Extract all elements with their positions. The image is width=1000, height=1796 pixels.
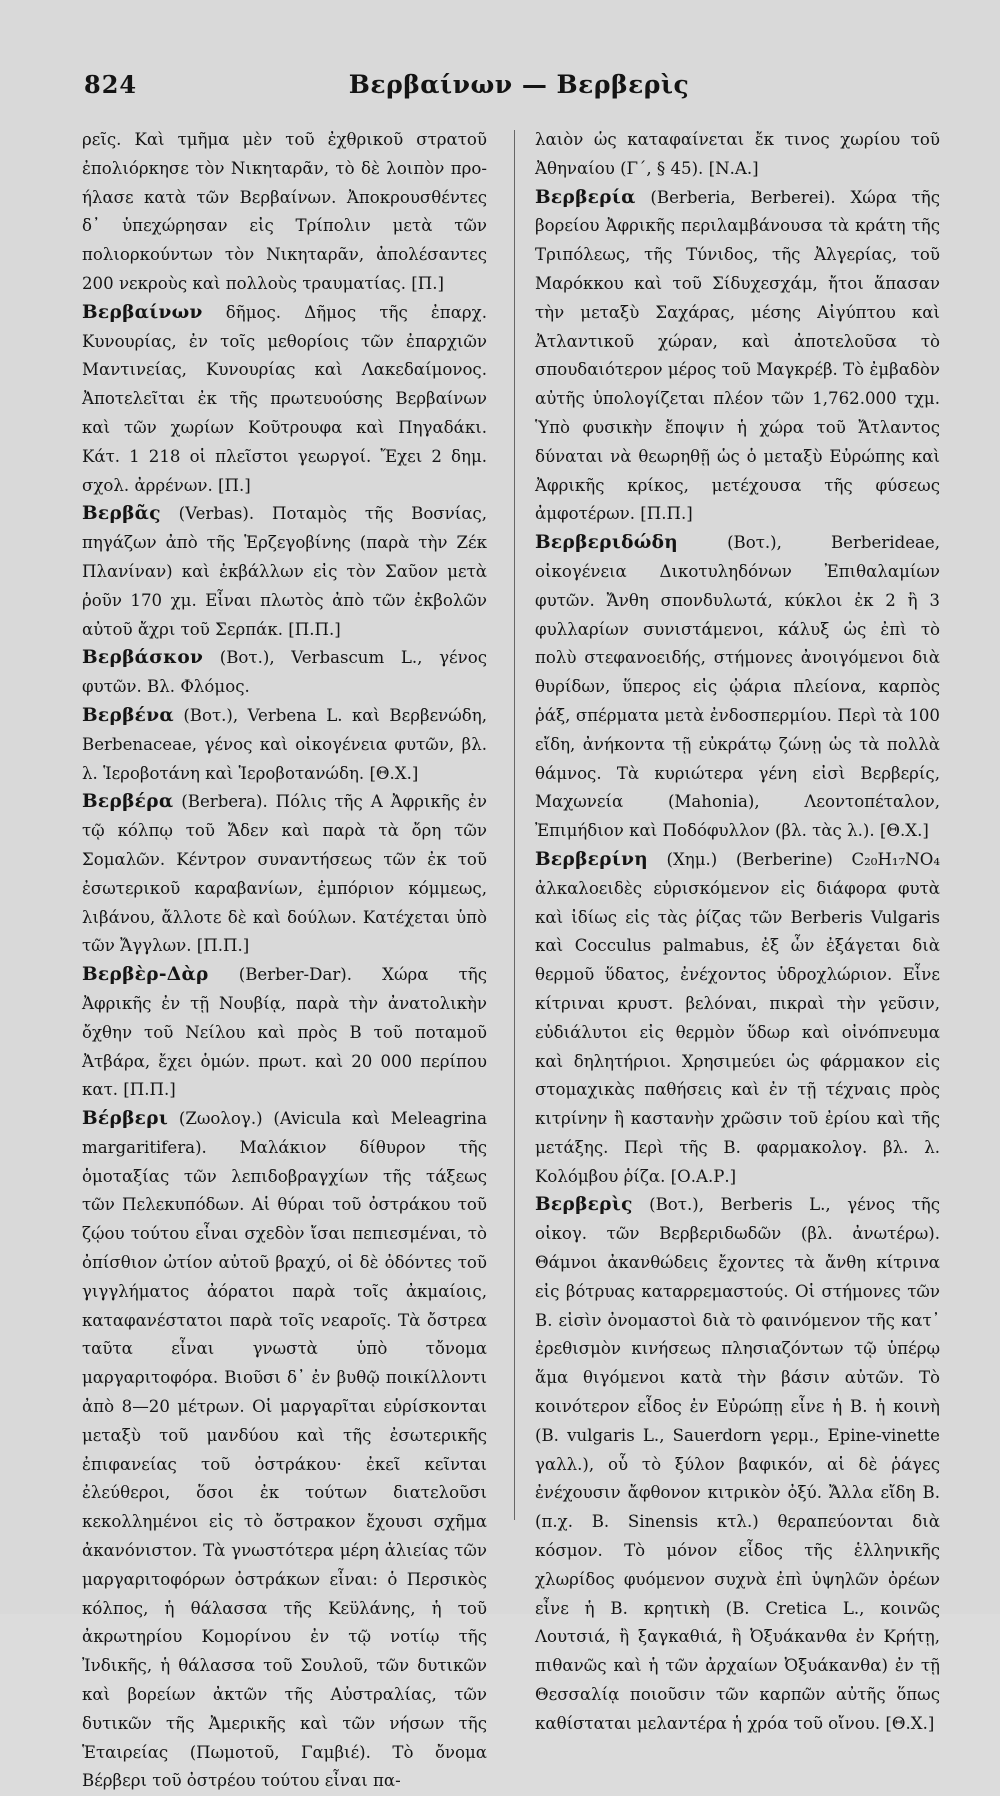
- entry-berberidodi: [535, 529, 940, 846]
- entry-berberini: [535, 846, 940, 1192]
- entry-text: (Ζωολογ.) (Avicula καὶ Meleagrina margaritifera). Μαλάκιον δίθυρον τῆς ὁμοταξίας τῶν λεπιδοβραγχίων τῆς τάξεως τῶν Πελεκυπόδων. Αἱ θύραι τοῦ ὀστράκου τοῦ ζῴου τούτου εἶναι σχεδὸν ἴσαι πεπιεσμέναι, τὸ ὀπίσθιον ὠτίον αὐτοῦ βραχύ, οἱ δὲ ὀδόντες τοῦ γιγγλήματος ἀόρατοι παρὰ τοῖς ἀκμαίοις, καταφανέστατοι παρὰ τοῖς νεαροῖς. Τὰ ὄστρεα ταῦτα εἶναι γνωστὰ ὑπὸ τὄνομα μαργαριτοφόρα. Βιοῦσι δ᾽ ἐν βυθῷ ποικίλλοντι ἀπὸ 8—20 μέτρων. Οἱ μαργαρῖται εὑρίσκονται μεταξὺ τοῦ μανδύου καὶ τῆς ἐσωτερικῆς ἐπιφανείας τοῦ ὀστράκου· ἐκεῖ κεῖνται ἐλεύθεροι, ὅσοι ἐκ τούτων διατελοῦσι κεκολλημένοι εἰς τὸ ὄστρακον ἔχουσι σχῆμα ἀκανόνιστον. Τὰ γνωστότερα μέρη ἁλιείας τῶν μαργαριτοφόρων ὀστράκων εἶναι: ὁ Περσικὸς κόλπος, ἡ θάλασσα τῆς Κεϋλάνης, ἡ τοῦ ἀκρωτηρίου Κομορίνου ἐν τῷ νοτίῳ τῆς Ἰνδικῆς, ἡ θάλασσα τοῦ Σουλοῦ, τῶν δυτικῶν καὶ βορείων ἀκτῶν τῆς Αὐστραλίας, τῶν δυτικῶν τῆς Ἀμερικῆς καὶ τῶν νήσων τῆς Ἑταιρείας (Πωμοτοῦ, Γαμβιέ). Τὸ ὄνομα Βέρβερι τοῦ ὀστρέου τούτου εἶναι πα-: [82, 1109, 487, 1791]
- entry-headword: Βερβὲρ-Δὰρ: [82, 964, 209, 986]
- entry-verbas: [82, 500, 487, 644]
- entry-verbena: [82, 702, 487, 788]
- continuation-text: ρεῖς. Καὶ τμῆμα μὲν τοῦ ἐχθρικοῦ στρατοῦ ἐπολιόρκησε τὸν Νικηταρᾶν, τὸ δὲ λοιπὸν προ-ήλασε κατὰ τῶν Βερβαίνων. Ἀποκρουσθέντες δ᾽ ὑπεχώρησαν εἰς Τρίπολιν μετὰ τῶν πολιορκούντων τὸν Νικηταρᾶν, ἀπολέσαντες 200 νεκροὺς καὶ πολλοὺς τραυματίας. [Π.]: [82, 130, 487, 293]
- entry-headword: Βερβερὶς: [535, 1194, 633, 1216]
- entry-text: (Βοτ.), Berberis L., γένος τῆς οἰκογ. τῶν Βερβεριδωδῶν (βλ. ἀνωτέρω). Θάμνοι ἀκανθώδεις ἔχοντες τὰ ἄνθη κίτρινα εἰς βότρυας καταρρεμαστούς. Οἱ στήμονες τῶν Β. εἰσὶν ὀνομαστοὶ διὰ τὸ φαινόμενον τῆς κατ᾽ ἐρεθισμὸν κινήσεως πλησιαζόντων τῷ ὑπέρῳ ἅμα θιγόμενοι κατὰ τὴν βάσιν αὐτῶν. Τὸ κοινότερον εἶδος ἐν Εὐρώπῃ εἶνε ἡ Β. ἡ κοινὴ (Β. vulgaris L., Sauerdorn γερμ., Epine-vinette γαλλ.), οὗ τὸ ξύλον βαφικόν, αἱ δὲ ῥάγες ἐνέχουσιν ἄφθονον κιτρικὸν ὀξύ. Ἄλλα εἴδη Β. (π.χ. Β. Sinensis κτλ.) θεραπεύονται διὰ κόσμον. Τὸ μόνον εἶδος τῆς ἑλληνικῆς χλωρίδος φυόμενον συχνὰ ἐπὶ ὑψηλῶν ὀρέων εἶνε ἡ Β. κρητικὴ (Β. Cretica L., κοινῶς Λουτσιά, ἢ ξαγκαθιά, ἢ Ὀξυάκανθα ἐν Κρήτῃ, πιθανῶς καὶ ἡ τῶν ἀρχαίων Ὀξυάκανθα) ἐν τῇ Θεσσαλίᾳ ποιοῦσιν τῶν καρπῶν αὐτῆς ὅπως καθίσταται μελαντέρα ἡ χρόα τοῦ οἴνου. [Θ.Χ.]: [535, 1195, 940, 1733]
- running-title: Βερβαίνων — Βερβερὶς: [348, 70, 690, 99]
- entry-text: (Χημ.) (Berberine) C₂₀H₁₇NO₄ ἀλκαλοειδὲς εὑρισκόμενον εἰς διάφορα φυτὰ καὶ ἰδίως εἰς τὰς ῥίζας τῶν Berberis Vulgaris καὶ Cocculus palmabus, ἐξ ὧν ἐξάγεται διὰ θερμοῦ ὕδατος, ἐνέχοντος ὑδροχλώριον. Εἶνε κίτριναι κρυστ. βελόναι, πικραὶ τὴν γεῦσιν, εὐδιάλυτοι εἰς θερμὸν ὕδωρ καὶ οἰνόπνευμα καὶ δηλητήριοι. Χρησιμεύει ὡς φάρμακον εἰς στομαχικὰς παθήσεις καὶ ἐν τῇ τέχναις πρὸς κιτρίνην ἢ καστανὴν χρῶσιν τοῦ ἐρίου καὶ τῆς μετάξης. Περὶ τῆς Β. φαρμακολογ. βλ. λ. Κολόμβου ῥίζα. [Ο.Α.Ρ.]: [535, 849, 940, 1186]
- entry-headword: Βερβέρα: [82, 791, 174, 813]
- entry-text: (Βοτ.), Verbascum L., γένος φυτῶν. Βλ. Φλόμος.: [82, 648, 487, 697]
- page-number: 824: [84, 70, 138, 99]
- entry-berbera: [82, 788, 487, 961]
- entry-berberi: [82, 1105, 487, 1796]
- entry-headword: Βερβένα: [82, 704, 174, 726]
- entry-headword: Βερβερίνη: [535, 848, 648, 870]
- entry-berberia: [535, 184, 940, 530]
- right-column: [535, 126, 940, 1739]
- entry-verbaskon: [82, 644, 487, 702]
- left-column: [82, 126, 487, 1796]
- entry-verbainon: [82, 299, 487, 501]
- entry-text: (Berberia, Berberei). Χώρα τῆς βορείου Ἀφρικῆς περιλαμβάνουσα τὰ κράτη τῆς Τριπόλεως, τῆς Τύνιδος, τῆς Ἀλγερίας, τοῦ Μαρόκκου καὶ τοῦ Σίδυχεσχάμ, ἤτοι ἅπασαν τὴν μεταξὺ Σαχάρας, μέσης Αἰγύπτου καὶ Ἀτλαντικοῦ χώραν, καὶ ἀποτελοῦσα τὸ σπουδαιότερον μέρος τοῦ Μαγκρέβ. Τὸ ἐμβαδὸν αὐτῆς ὑπολογίζεται πλέον τῶν 1,762.000 τχμ. Ὑπὸ φυσικὴν ἔποψιν ἡ χώρα τοῦ Ἄτλαντος δύναται νὰ θεωρηθῇ ὡς ὁ μεταξὺ Εὐρώπης καὶ Ἀφρικῆς κρίκος, μετέχουσα τῆς φύσεως ἀμφοτέρων. [Π.Π.]: [535, 187, 941, 524]
- entry-headword: Βέρβερι: [82, 1108, 169, 1130]
- entry-headword: Βερβάσκον: [82, 647, 204, 669]
- entry-headword: Βερβᾶς: [82, 503, 161, 525]
- entry-text: (Βοτ.), Berberideae, οἰκογένεια Δικοτυληδόνων Ἐπιθαλαμίων φυτῶν. Ἄνθη σπονδυλωτά, κύκλοι ἐκ 2 ἢ 3 φυλλαρίων συνιστάμενοι, κάλυξ ὡς ἐπὶ τὸ πολὺ στεφανοειδής, στήμονες ἀνοιγόμενοι διὰ θυρίδων, ὕπερος εἰς ᾠάρια πλείονα, καρπὸς ῥάξ, σπέρματα μετὰ ἐνδοσπερμίου. Περὶ τὰ 100 εἴδη, ἀνήκοντα τῇ εὐκράτῳ ζώνῃ ὡς τὰ πολλὰ θάμνος. Τὰ κυριώτερα γένη εἰσὶ Βερβερίς, Μαχωνεία (Mahonia), Λεοντοπέταλον, Ἐπιμήδιον καὶ Ποδόφυλλον (βλ. τὰς λ.). [Θ.Χ.]: [535, 533, 940, 841]
- entry-berberis: [535, 1191, 940, 1738]
- continuation-text: λαιὸν ὡς καταφαίνεται ἔκ τινος χωρίου τοῦ Ἀθηναίου (Γ´, § 45). [Ν.Α.]: [535, 130, 940, 178]
- entry-headword: Βερβεριδώδη: [535, 532, 679, 554]
- entry-berber-dar: [82, 961, 487, 1105]
- entry-text: (Βοτ.), Verbena L. καὶ Βερβενώδη, Berbenaceae, γένος καὶ οἰκογένεια φυτῶν, βλ. λ. Ἱεροβοτάνη καὶ Ἱεροβοτανώδη. [Θ.Χ.]: [82, 705, 487, 783]
- entry-headword: Βερβαίνων: [82, 301, 203, 323]
- column-divider: [514, 130, 515, 1520]
- entry-text: (Berber-Dar). Χώρα τῆς Ἀφρικῆς ἐν τῇ Νουβίᾳ, παρὰ τὴν ἀνατολικὴν ὄχθην τοῦ Νείλου καὶ πρὸς Β τοῦ ποταμοῦ Ἀτβάρα, ἔχει ὁμών. πρωτ. καὶ 20 000 περίπου κατ. [Π.Π.]: [82, 965, 487, 1100]
- entry-text: δῆμος. Δῆμος τῆς ἐπαρχ. Κυνουρίας, ἐν τοῖς μεθορίοις τῶν ἐπαρχιῶν Μαντινείας, Κυνουρίας καὶ Λακεδαίμονος. Ἀποτελεῖται ἐκ τῆς πρωτευούσης Βερβαίνων καὶ τῶν χωρίων Κοῦτρουφα καὶ Πηγαδάκι. Κάτ. 1 218 οἱ πλεῖστοι γεωργοί. Ἔχει 2 δημ. σχολ. ἀρρένων. [Π.]: [82, 302, 487, 495]
- page-header: [84, 70, 954, 110]
- entry-headword: Βερβερία: [535, 186, 636, 208]
- entry-text: (Berbera). Πόλις τῆς Α Ἀφρικῆς ἐν τῷ κόλπῳ τοῦ Ἄδεν καὶ παρὰ τὰ ὄρη τῶν Σομαλῶν. Κέντρον συναντήσεως τῶν ἐκ τοῦ ἐσωτερικοῦ καραβανίων, ἐμπόριον κόμμεως, λιβάνου, ἄλλοτε δὲ καὶ δούλων. Κατέχεται ὑπὸ τῶν Ἄγγλων. [Π.Π.]: [82, 792, 488, 956]
- entry-text: (Verbas). Ποταμὸς τῆς Βοσνίας, πηγάζων ἀπὸ τῆς Ἑρζεγοβίνης (παρὰ τὴν Ζέκ Πλανίναν) καὶ ἐκβάλλων εἰς τὸν Σαῦον μετὰ ῥοῦν 170 χμ. Εἶναι πλωτὸς ἀπὸ τῶν ἐκβολῶν αὐτοῦ ἄχρι τοῦ Σερπάκ. [Π.Π.]: [82, 504, 487, 639]
